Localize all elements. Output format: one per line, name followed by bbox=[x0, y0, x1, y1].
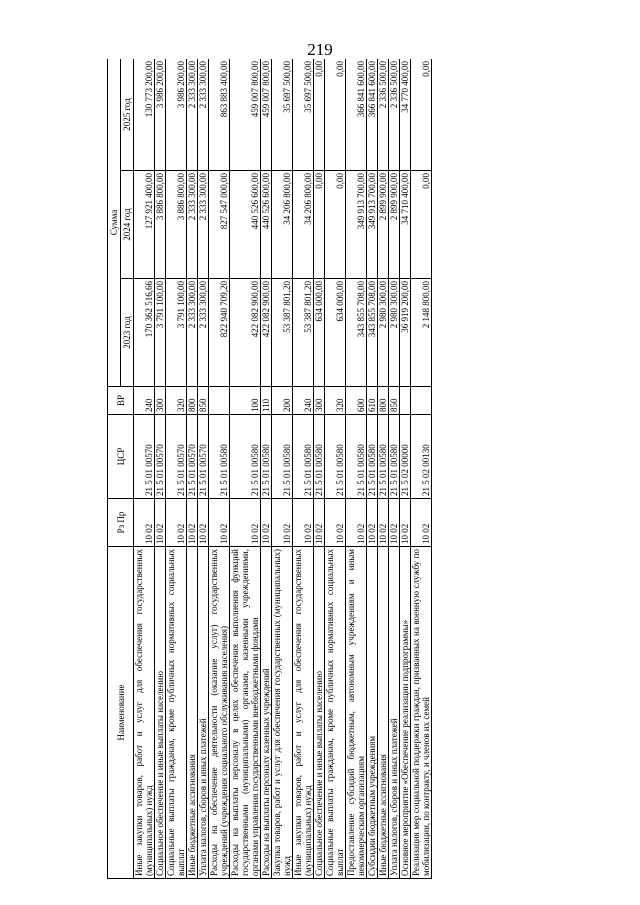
row-csr: 21 5 01 00570 bbox=[134, 415, 155, 499]
row-amount-2025: 366 841 600,00 bbox=[367, 59, 378, 171]
row-amount-2023: 343 855 708,00 bbox=[346, 279, 367, 387]
header-vr: ВР bbox=[108, 387, 134, 415]
row-amount-2024: 3 886 800,00 bbox=[155, 171, 166, 279]
header-sum: Сумма bbox=[108, 59, 121, 387]
row-amount-2025: 3 986 200,00 bbox=[166, 59, 187, 171]
row-amount-2024: 349 913 700,00 bbox=[346, 171, 367, 279]
row-amount-2025: 0,00 bbox=[325, 59, 346, 171]
table-row bbox=[367, 59, 378, 879]
table-row bbox=[293, 59, 314, 879]
row-rz-pr: 10 02 bbox=[314, 499, 325, 547]
row-vr: 850 bbox=[198, 387, 209, 415]
row-amount-2025: 459 007 800,00 bbox=[230, 59, 261, 171]
row-amount-2025: 34 770 400,00 bbox=[400, 59, 411, 171]
table-row bbox=[155, 59, 166, 879]
row-amount-2024: 2 899 900,00 bbox=[389, 171, 400, 279]
row-name: Закупка товаров, работ и услуг для обеспечения государственных (муниципальных) нужд bbox=[272, 547, 293, 879]
row-amount-2023: 343 855 708,00 bbox=[367, 279, 378, 387]
header-name: Наименование bbox=[108, 547, 134, 879]
row-amount-2025: 459 007 800,00 bbox=[261, 59, 272, 171]
row-name: Социальные выплаты гражданам, кроме публичных нормативных социальных выплат bbox=[166, 547, 187, 879]
row-name: Основное мероприятие «Обеспечение реализации подпрограммы» bbox=[400, 547, 411, 879]
row-rz-pr: 10 02 bbox=[272, 499, 293, 547]
row-amount-2023: 53 387 801,20 bbox=[293, 279, 314, 387]
table-row bbox=[166, 59, 187, 879]
row-amount-2023: 3 791 100,00 bbox=[155, 279, 166, 387]
row-amount-2025: 0,00 bbox=[314, 59, 325, 171]
row-rz-pr: 10 02 bbox=[293, 499, 314, 547]
row-rz-pr: 10 02 bbox=[378, 499, 389, 547]
table-row bbox=[198, 59, 209, 879]
table-row bbox=[209, 59, 230, 879]
header-csr: ЦСР bbox=[108, 415, 134, 499]
row-csr: 21 5 01 00580 bbox=[230, 415, 261, 499]
row-amount-2024: 34 206 800,00 bbox=[293, 171, 314, 279]
row-csr: 21 5 02 00000 bbox=[400, 415, 411, 499]
header-rz-pr: Рз Пр bbox=[108, 499, 134, 547]
row-vr: 300 bbox=[155, 387, 166, 415]
row-amount-2023: 422 082 900,00 bbox=[261, 279, 272, 387]
row-csr: 21 5 01 00580 bbox=[261, 415, 272, 499]
row-name: Уплата налогов, сборов и иных платежей bbox=[198, 547, 209, 879]
row-amount-2023: 634 000,00 bbox=[314, 279, 325, 387]
row-name: Расходы на выплаты персоналу в целях обеспечения выполнения функций государственными (муниципальными) органами, казенными учреждениями, органами управления государственными внебюджетными фондами bbox=[230, 547, 261, 879]
row-amount-2023: 170 362 516,66 bbox=[134, 279, 155, 387]
row-rz-pr: 10 02 bbox=[389, 499, 400, 547]
row-name: Расходы на обеспечение деятельности (оказание услуг) государственных учреждений (учреждения социального обслуживания населения) bbox=[209, 547, 230, 879]
row-rz-pr: 10 02 bbox=[411, 499, 432, 547]
row-rz-pr: 10 02 bbox=[166, 499, 187, 547]
row-amount-2025: 3 986 200,00 bbox=[155, 59, 166, 171]
row-amount-2023: 2 148 800,00 bbox=[411, 279, 432, 387]
row-vr: 300 bbox=[314, 387, 325, 415]
row-csr: 21 5 01 00570 bbox=[155, 415, 166, 499]
row-csr: 21 5 01 00580 bbox=[209, 415, 230, 499]
row-rz-pr: 10 02 bbox=[209, 499, 230, 547]
row-amount-2025: 366 841 600,00 bbox=[346, 59, 367, 171]
row-name: Социальное обеспечение и иные выплаты населению bbox=[314, 547, 325, 879]
row-amount-2023: 2 980 300,00 bbox=[378, 279, 389, 387]
table-row bbox=[314, 59, 325, 879]
row-rz-pr: 10 02 bbox=[198, 499, 209, 547]
row-amount-2024: 127 921 400,00 bbox=[134, 171, 155, 279]
row-amount-2025: 2 336 500,00 bbox=[378, 59, 389, 171]
row-rz-pr: 10 02 bbox=[325, 499, 346, 547]
row-amount-2023: 2 980 300,00 bbox=[389, 279, 400, 387]
row-rz-pr: 10 02 bbox=[367, 499, 378, 547]
row-rz-pr: 10 02 bbox=[261, 499, 272, 547]
row-amount-2024: 34 206 800,00 bbox=[272, 171, 293, 279]
row-name: Социальные выплаты гражданам, кроме публичных нормативных социальных выплат bbox=[325, 547, 346, 879]
row-amount-2025: 35 697 500,00 bbox=[293, 59, 314, 171]
row-amount-2023: 53 387 801,20 bbox=[272, 279, 293, 387]
header-2023: 2023 год bbox=[121, 279, 134, 387]
row-csr: 21 5 02 00130 bbox=[411, 415, 432, 499]
row-amount-2024: 3 886 800,00 bbox=[166, 171, 187, 279]
table-row bbox=[378, 59, 389, 879]
row-amount-2024: 2 333 300,00 bbox=[198, 171, 209, 279]
table-body bbox=[134, 59, 432, 879]
row-amount-2023: 2 333 300,00 bbox=[187, 279, 198, 387]
row-name: Иные закупки товаров, работ и услуг для обеспечения государственных (муниципальных) нужд bbox=[293, 547, 314, 879]
budget-table bbox=[107, 59, 432, 879]
table-row bbox=[230, 59, 261, 879]
row-amount-2025: 2 333 300,00 bbox=[187, 59, 198, 171]
row-name: Иные бюджетные ассигнования bbox=[378, 547, 389, 879]
row-vr bbox=[209, 387, 230, 415]
row-amount-2024: 2 333 300,00 bbox=[187, 171, 198, 279]
row-vr: 110 bbox=[261, 387, 272, 415]
row-amount-2025: 0,00 bbox=[411, 59, 432, 171]
row-name: Реализация мер социальной поддержки граждан, призванных на военную службу по мобилизации, по контракту, и членов их семей bbox=[411, 547, 432, 879]
row-vr: 240 bbox=[293, 387, 314, 415]
row-vr: 100 bbox=[230, 387, 261, 415]
row-rz-pr: 10 02 bbox=[230, 499, 261, 547]
table-row bbox=[272, 59, 293, 879]
row-amount-2023: 2 333 300,00 bbox=[198, 279, 209, 387]
row-amount-2024: 0,00 bbox=[411, 171, 432, 279]
table-row bbox=[389, 59, 400, 879]
row-rz-pr: 10 02 bbox=[346, 499, 367, 547]
row-vr: 240 bbox=[134, 387, 155, 415]
row-rz-pr: 10 02 bbox=[400, 499, 411, 547]
row-amount-2024: 440 526 600,00 bbox=[230, 171, 261, 279]
row-amount-2024: 34 710 400,00 bbox=[400, 171, 411, 279]
row-name: Предоставление субсидий бюджетным, автономным учреждениям и иным некоммерческим организациям bbox=[346, 547, 367, 879]
row-csr: 21 5 01 00570 bbox=[198, 415, 209, 499]
row-rz-pr: 10 02 bbox=[187, 499, 198, 547]
row-name: Социальное обеспечение и иные выплаты населению bbox=[155, 547, 166, 879]
header-2025: 2025 год bbox=[121, 59, 134, 171]
row-name: Иные бюджетные ассигнования bbox=[187, 547, 198, 879]
row-vr: 320 bbox=[325, 387, 346, 415]
row-csr: 21 5 01 00580 bbox=[378, 415, 389, 499]
table-row bbox=[411, 59, 432, 879]
row-vr: 600 bbox=[346, 387, 367, 415]
row-csr: 21 5 01 00580 bbox=[314, 415, 325, 499]
row-amount-2024: 2 899 900,00 bbox=[378, 171, 389, 279]
row-amount-2024: 349 913 700,00 bbox=[367, 171, 378, 279]
rotated-page-content bbox=[107, 59, 637, 879]
table-row bbox=[346, 59, 367, 879]
row-amount-2023: 3 791 100,00 bbox=[166, 279, 187, 387]
row-amount-2024: 0,00 bbox=[314, 171, 325, 279]
row-rz-pr: 10 02 bbox=[155, 499, 166, 547]
row-vr: 320 bbox=[166, 387, 187, 415]
row-amount-2025: 130 773 200,00 bbox=[134, 59, 155, 171]
row-vr: 200 bbox=[272, 387, 293, 415]
row-vr: 800 bbox=[187, 387, 198, 415]
row-name: Субсидии бюджетным учреждениям bbox=[367, 547, 378, 879]
row-csr: 21 5 01 00570 bbox=[166, 415, 187, 499]
row-amount-2025: 2 336 500,00 bbox=[389, 59, 400, 171]
row-csr: 21 5 01 00580 bbox=[389, 415, 400, 499]
row-vr bbox=[411, 387, 432, 415]
row-amount-2024: 440 526 600,00 bbox=[261, 171, 272, 279]
table-row bbox=[261, 59, 272, 879]
row-name: Иные закупки товаров, работ и услуг для обеспечения государственных (муниципальных) нужд bbox=[134, 547, 155, 879]
row-csr: 21 5 01 00580 bbox=[325, 415, 346, 499]
row-amount-2024: 827 547 000,00 bbox=[209, 171, 230, 279]
row-csr: 21 5 01 00580 bbox=[293, 415, 314, 499]
row-name: Расходы на выплаты персоналу казенных учреждений bbox=[261, 547, 272, 879]
row-csr: 21 5 01 00570 bbox=[187, 415, 198, 499]
row-vr: 610 bbox=[367, 387, 378, 415]
row-amount-2024: 0,00 bbox=[325, 171, 346, 279]
row-csr: 21 5 01 00580 bbox=[367, 415, 378, 499]
row-amount-2025: 863 883 400,00 bbox=[209, 59, 230, 171]
table-header bbox=[108, 59, 134, 879]
row-amount-2025: 2 333 300,00 bbox=[198, 59, 209, 171]
row-vr: 800 bbox=[378, 387, 389, 415]
table-viewport bbox=[107, 59, 637, 879]
table-row bbox=[187, 59, 198, 879]
row-rz-pr: 10 02 bbox=[134, 499, 155, 547]
row-amount-2023: 634 000,00 bbox=[325, 279, 346, 387]
row-amount-2023: 36 919 200,00 bbox=[400, 279, 411, 387]
row-vr bbox=[400, 387, 411, 415]
page-number: 219 bbox=[307, 40, 333, 59]
row-name: Уплата налогов, сборов и иных платежей bbox=[389, 547, 400, 879]
row-vr: 850 bbox=[389, 387, 400, 415]
row-amount-2023: 422 082 900,00 bbox=[230, 279, 261, 387]
row-amount-2025: 35 697 500,00 bbox=[272, 59, 293, 171]
table-row bbox=[134, 59, 155, 879]
row-amount-2023: 822 940 709,20 bbox=[209, 279, 230, 387]
table-row bbox=[325, 59, 346, 879]
row-csr: 21 5 01 00580 bbox=[346, 415, 367, 499]
row-csr: 21 5 01 00580 bbox=[272, 415, 293, 499]
header-2024: 2024 год bbox=[121, 171, 134, 279]
table-row bbox=[400, 59, 411, 879]
